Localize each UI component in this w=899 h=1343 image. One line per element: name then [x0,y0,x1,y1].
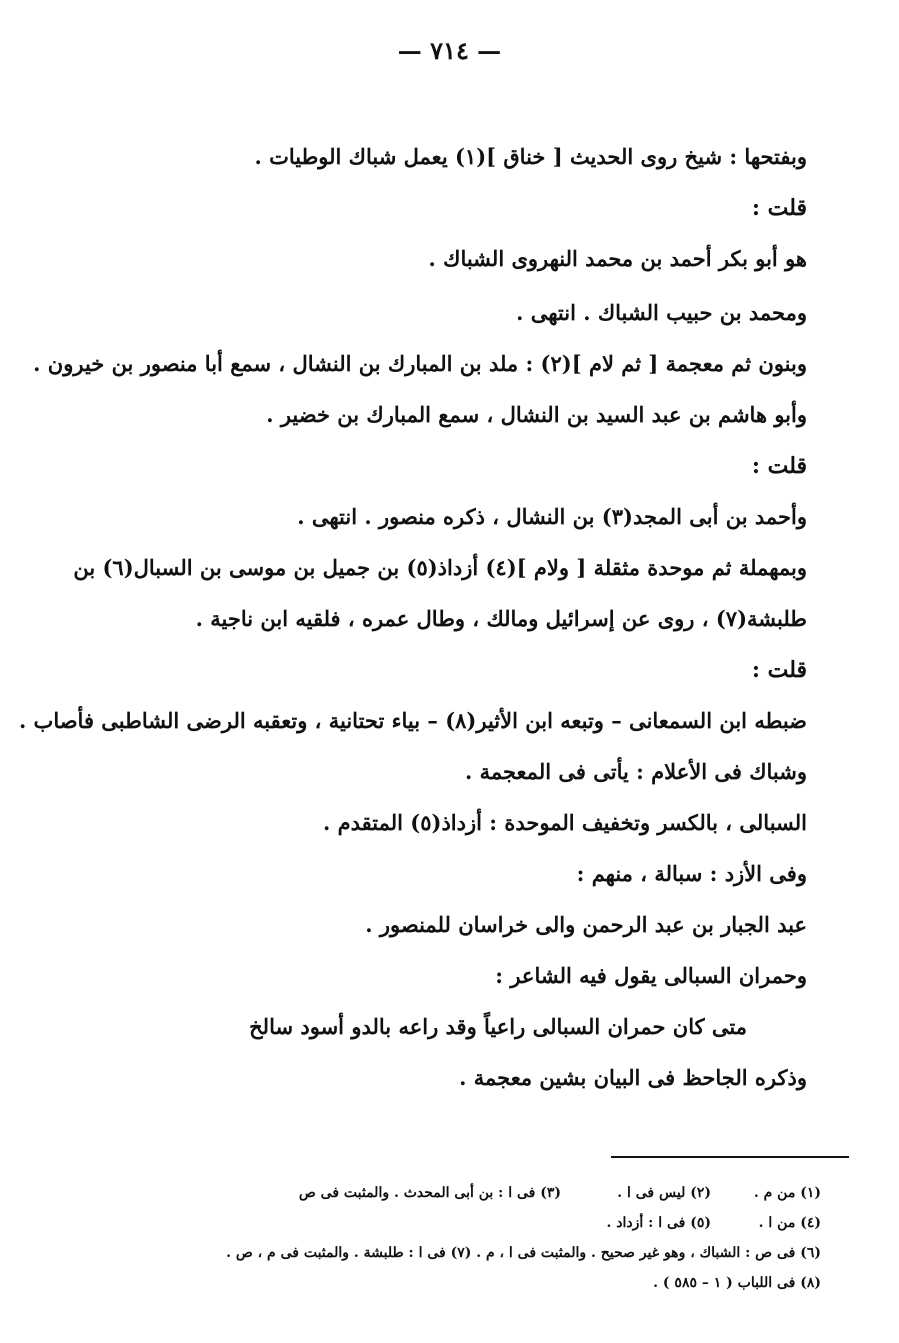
footnote: (٦) فى ص : الشباك ، وهو غير صحيح . والمثبت فى ا ، م . (٧) فى ا : طلبشة . والمثبت فى م ، ص . [226,1245,821,1261]
footnote-row [61,1268,821,1298]
text-line: وشباك فى الأعلام : يأتى فى المعجمة . [464,759,807,784]
footnote: (٨) فى اللباب ( ١ – ٥٨٥ ) . [653,1275,821,1291]
text-line: ومحمد بن حبيب الشباك . انتهى . [516,300,807,325]
verse-line: متى كان حمران السبالى راعياً وقد راعه بالدو أسود سالخ [249,1014,747,1039]
text-line: وأحمد بن أبى المجد(٣) بن النشال ، ذكره منصور . انتهى . [297,504,807,529]
footnote-row [61,1178,821,1208]
footnote: (٥) فى ا : أزداد . [606,1215,711,1231]
footnote: (٣) فى ا : بن أبى المحدث . والمثبت فى ص [298,1185,561,1201]
main-text [18,130,807,1102]
footnote: (٢) ليس فى ا . [617,1185,711,1201]
text-line: عبد الجبار بن عبد الرحمن والى خراسان للمنصور . [365,912,807,937]
footnote-divider [611,1156,849,1158]
heading-qult: قلت : [751,657,807,683]
text-line: السبالى ، بالكسر وتخفيف الموحدة : أزداذ(٥) المتقدم . [323,810,807,835]
page-number: — ٧١٤ — [397,36,502,65]
text-line: وبمهملة ثم موحدة مثقلة [ ولام ](٤) أزداذ(٥) بن جميل بن موسى بن السبال(٦) بن [73,555,807,580]
heading-qult: قلت : [751,195,807,221]
footnotes [61,1178,821,1298]
text-line: طلبشة(٧) ، روى عن إسرائيل ومالك ، وطال عمره ، فلقيه ابن ناجية . [195,606,807,631]
text-line: هو أبو بكر أحمد بن محمد النهروى الشباك . [428,246,807,271]
heading-qult: قلت : [751,453,807,479]
text-line: وحمران السبالى يقول فيه الشاعر : [495,963,807,988]
text-line: وفى الأزد : سبالة ، منهم : [576,861,807,886]
footnote: (٤) من ا . [758,1215,821,1231]
footnote-row [61,1238,821,1268]
text-line: وأبو هاشم بن عبد السيد بن النشال ، سمع المبارك بن خضير . [266,402,807,427]
text-line: وذكره الجاحظ فى البيان بشين معجمة . [459,1065,807,1090]
text-line: وبفتحها : شيخ روى الحديث [ خناق ](١) يعمل شباك الوطيات . [254,144,807,169]
text-line: ضبطه ابن السمعانى – وتبعه ابن الأثير(٨) – بياء تحتانية ، وتعقبه الرضى الشاطبى فأصاب . [18,708,807,733]
footnote: (١) من م . [753,1185,821,1201]
footnote-row [61,1208,821,1238]
text-line: وبنون ثم معجمة [ ثم لام ](٢) : ملد بن المبارك بن النشال ، سمع أبا منصور بن خيرون . [33,351,807,376]
